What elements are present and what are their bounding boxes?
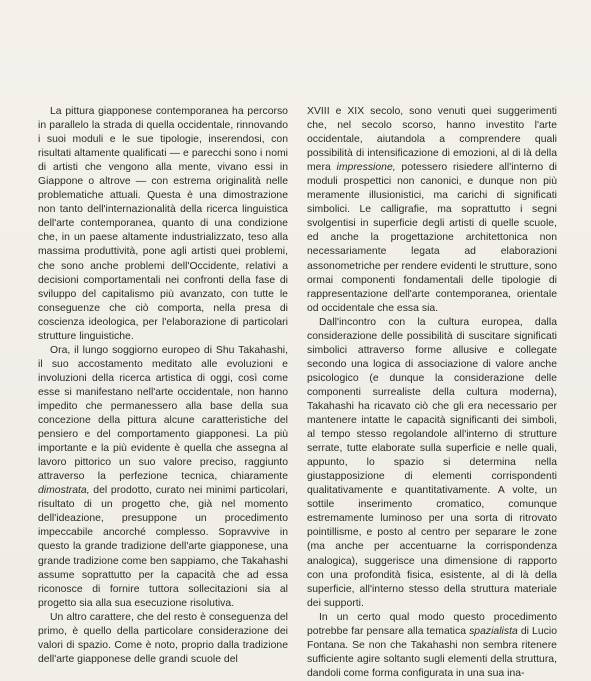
text-run: potessero risiedere all'interno di moduli prospettici non canonici, e dunque non più meramente illusionistici, ma carichi di significati simbolici. Le calligrafie, ma soprattutto i segni svolgentisi in superficie degli artisti di quelle scuole, ed anche la progettazione architettonica non necessariamente legata ad elaborazioni assonometriche per rendere evidenti le strutture, sono ormai componenti fondamentali delle tipologie di rappresentazione dell'arte contemporanea, orientale od occidentale che essa sia. [307,162,558,314]
italic-text-run: spazialista [469,625,518,637]
italic-text-run: impressione, [336,162,396,174]
paragraph [38,611,288,667]
text-run: Ora, il lungo soggiorno europeo di Shu Takahashi, il suo accostamento meditato alle evoluzioni e involuzioni della ricerca artistica di oggi, così come esse si manifestano nell'arte occidentale, non hanno impedito che permanessero alla base della sua concezione della pittura alcune caratteristiche del pensiero e del comportamento giapponesi. La più importante e la più evidente è quella che assegna al lavoro pittorico un suo valore preciso, raggiunto attraverso la perfezione tecnica, chiaramente [38,344,288,483]
text-run: XVIII e XIX secolo, sono venuti quei suggerimenti che, nel secolo scorso, hanno investito l'arte occidentale, aiutandola a comprendere quali possibilità di intensificazione di emozioni, al di là della mera [307,106,557,174]
text-run: Dall'incontro con la cultura europea, dalla considerazione delle possibilità di suscitare significati simbolici attraverso forme allusive e collegate secondo una logica di associazione di valore anche psicologico (e dunque la considerazione delle componenti surrealiste della cultura moderna), Takahashi ha ricavato ciò che gli era necessario per mantenere intatte le capacità significanti dei simboli, al tempo stesso regolandole all'interno di strutture serrate, tutte elaborate sulla superficie e nelle quali, appunto, lo spazio si determina nella giustapposizione di elementi corrispondenti qualitativamente e quantitativamente. A volte, un sottile inserimento cromatico, comunque estremamente luminoso per una sorta di ritrovato pointillisme, e posto al centro per separare le zone (ma anche per accentuarne la corrispondenza analogica), suggerisce una dimensione di rapporto con una profondità fisica, esistente, al di là della superficie, all'interno stesso della struttura materiale dei supporti. [307,316,557,609]
text-run: Un altro carattere, che del resto è conseguenza del primo, è quello della particolare considerazione dei valori di spazio. Come è noto, proprio dalla tradizione dell'arte giapponese delle grandi scuole del [38,611,288,665]
paragraph-continued [307,105,557,316]
paragraph [38,105,288,344]
text-run: In un certo qual modo questo procedimento potrebbe far pensare alla tematica [307,611,557,637]
text-column-left [38,105,288,667]
paragraph [38,344,288,611]
text-run: di Lucio Fontana. Se non che Takahashi non sembra ritenere sufficiente agire soltanto sugli elementi della struttura, dandoli come forma configurata in una sua ina- [307,625,557,679]
text-run: La pittura giapponese contemporanea ha percorso in parallelo la strada di quella occidentale, rinnovando i suoi moduli e le sue tipologie, inserendosi, con risultati altamente qualificati — e parecchi sono i nomi di artisti che vengono alla mente, vivano essi in Giappone o altrove — con estrema originalità nelle problematiche attuali. Questa è una dimostrazione non tanto dell'internazionalità della ricerca linguistica dell'arte contemporanea, quanto di una condizione che, in un paese altamente industrializzato, teso alla massima produttività, pone agli artisti quei problemi, che sono anche problemi dell'Occidente, relativi a decisioni comportamentali nei confronti della fase di sviluppo del capitalismo più avanzato, con tutte le conseguenze che ciò comporta, nella presa di coscienza ideologica, per l'elaborazione di particolari strutture linguistiche. [38,106,288,342]
text-column-right [307,105,557,681]
paragraph [307,316,557,611]
italic-text-run: dimostrata, [38,485,90,497]
paragraph [307,611,557,681]
text-run: del prodotto, curato nei minimi particolari, risultato di un progetto che, già nel momento dell'ideazione, presuppone un procedimento impeccabile ancorché complesso. Sopravvive in questo la grande tradizione dell'arte giapponese, una grande tradizione come ben sappiamo, che Takahashi assume soprattutto per la capacità che ad essa riconosce di fornire tuttora sollecitazioni sia al progetto sia alla sua esecuzione risolutiva. [38,485,288,609]
